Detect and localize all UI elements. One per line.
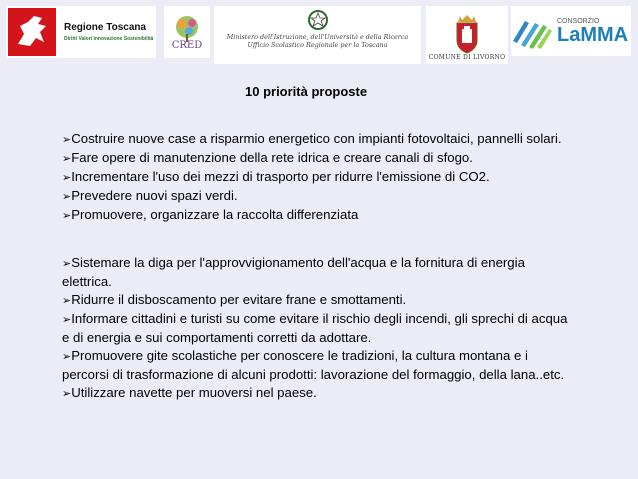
arrow-bullet-icon: ➢ [62,190,72,203]
list-item: ➢Promuovere gite scolastiche per conoscere le tradizioni, la cultura montana e i percorsi di trasformazione di alcuni prodotti: lavorazione del formaggio, della lana..etc. [62,348,565,382]
priority-list-1 [62,130,572,225]
tree-icon [172,14,202,42]
ministry-line-2: Ufficio Scolastico Regionale per la Toscana [247,41,388,49]
arrow-bullet-icon: ➢ [62,209,72,222]
list-item: ➢Ridurre il disboscamento per evitare frane e smottamenti. [62,292,407,307]
list-item: ➢Promuovere, organizzare la raccolta differenziata [62,207,359,222]
list-item: ➢Prevedere nuovi spazi verdi. [62,188,238,203]
logo-bar [0,0,638,66]
arrow-bullet-icon: ➢ [62,313,72,326]
lamma-stripes-icon [511,11,553,51]
list-item: ➢Sistemare la diga per l'approvvigionamento dell'acqua e la fornitura di energia elettrica. [62,255,525,289]
priority-list-2 [62,254,572,403]
toscana-name: Regione Toscana [64,22,147,33]
slide-title: 10 priorità proposte [245,84,368,99]
arrow-bullet-icon: ➢ [62,133,72,146]
arrow-bullet-icon: ➢ [62,152,72,165]
list-item: ➢Informare cittadini e turisti su come evitare il rischio degli incendi, gli sprechi di acqua e di energia e sui comportamenti corretti da adottare. [62,311,568,345]
lamma-logo [511,6,631,56]
ministry-logo [214,6,421,64]
cred-logo [164,6,210,58]
arrow-bullet-icon: ➢ [62,171,72,184]
regione-toscana-logo [6,6,156,58]
livorno-text: COMUNE DI LIVORNO [428,54,506,61]
pegasus-flag-icon [8,8,56,56]
list-item: ➢Incrementare l'uso dei mezzi di trasporto per ridurre l'emissione di CO2. [62,169,490,184]
list-item: ➢Fare opere di manutenzione della rete idrica e creare canali di sfogo. [62,150,473,165]
list-item: ➢Utilizzare navette per muoversi nel paese. [62,385,317,400]
toscana-tagline: Diritti Valori Innovazione Sostenibilità [64,36,154,42]
comune-livorno-logo [426,6,508,64]
list-item: ➢Costruire nuove case a risparmio energetico con impianti fotovoltaici, pannelli solari. [62,131,562,146]
arrow-bullet-icon: ➢ [62,294,72,307]
arrow-bullet-icon: ➢ [62,350,72,363]
livorno-crest-icon [452,14,482,54]
lamma-consorzio: CONSORZIO [557,17,600,25]
republic-emblem-icon [308,9,328,31]
arrow-bullet-icon: ➢ [62,387,72,400]
ministry-line-1: Ministero dell'Istruzione, dell'Università e della Ricerca [226,33,409,41]
cred-text: CRED [171,39,203,51]
lamma-name: LaMMA [557,23,629,46]
arrow-bullet-icon: ➢ [62,257,72,270]
